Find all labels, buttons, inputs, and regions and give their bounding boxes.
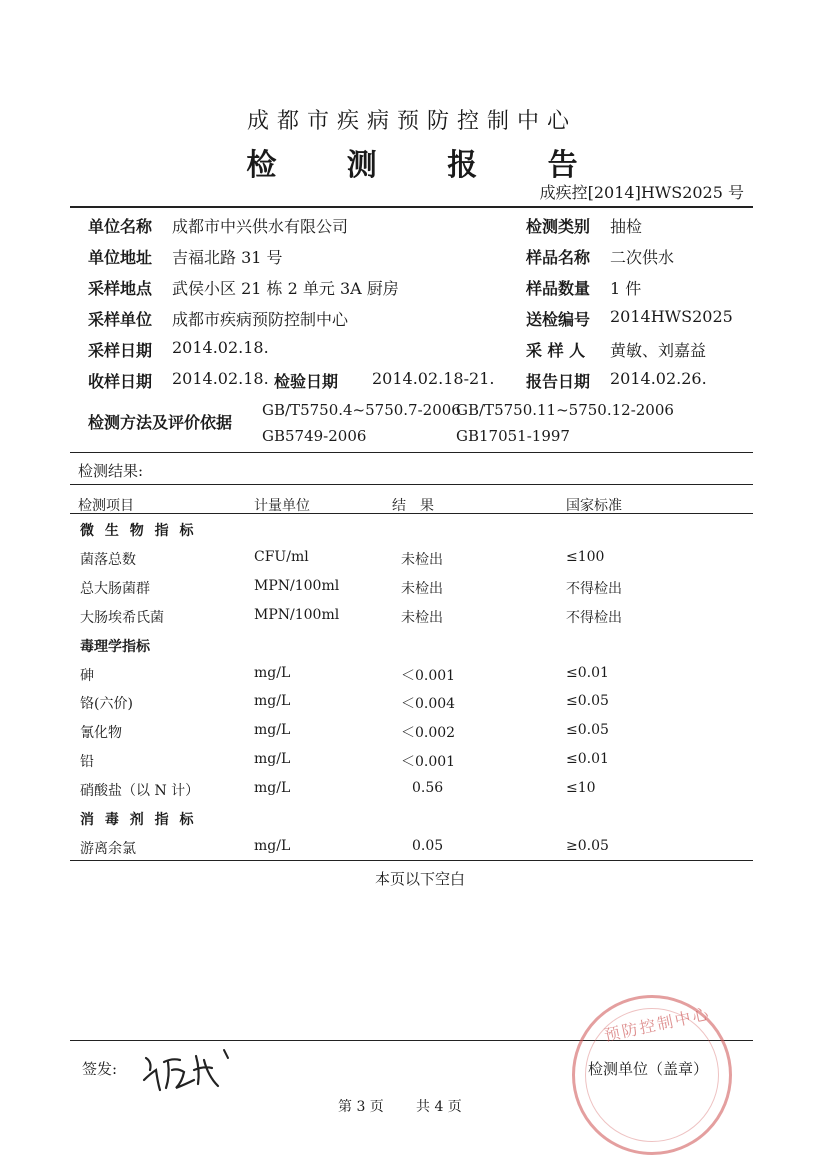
sampling-site-label: 采样地点 <box>88 279 153 298</box>
item-name: 总大肠菌群 <box>80 581 150 597</box>
sampling-date-label: 采样日期 <box>88 341 153 360</box>
unit-name-value: 成都市中兴供水有限公司 <box>172 217 349 236</box>
column-header-result: 结 果 <box>392 498 434 514</box>
report-title: 检 测 报 告 <box>246 148 608 183</box>
test-type-value: 抽检 <box>610 217 643 236</box>
item-unit: mg/L <box>254 838 291 854</box>
sampling-unit-label: 采样单位 <box>88 310 153 329</box>
item-name: 铅 <box>80 754 94 770</box>
submission-no-value: 2014HWS2025 <box>610 307 733 326</box>
item-standard: 不得检出 <box>566 581 622 597</box>
item-standard: ≤10 <box>566 780 596 796</box>
item-unit: mg/L <box>254 722 291 738</box>
report-date-label: 报告日期 <box>526 372 591 391</box>
sampling-unit-value: 成都市疾病预防控制中心 <box>172 310 349 329</box>
report-date-value: 2014.02.26. <box>610 369 707 388</box>
sample-qty-label: 样品数量 <box>526 279 591 298</box>
inspect-date-value: 2014.02.18-21. <box>372 369 495 388</box>
item-unit: CFU/ml <box>254 549 309 565</box>
item-name: 大肠埃希氏菌 <box>80 610 164 626</box>
signature <box>138 1040 238 1100</box>
sign-label: 签发: <box>82 1060 118 1078</box>
organization-name: 成都市疾病预防控制中心 <box>246 109 577 134</box>
item-result: 0.05 <box>412 838 444 854</box>
results-section-label: 检测结果: <box>78 462 144 480</box>
sampler-label: 采 样 人 <box>526 341 586 360</box>
item-result: 未检出 <box>401 581 443 597</box>
item-unit: MPN/100ml <box>254 607 340 623</box>
divider <box>70 484 753 485</box>
category-heading: 微 生 物 指 标 <box>80 523 197 539</box>
sample-name-value: 二次供水 <box>610 248 675 267</box>
item-name: 游离余氯 <box>80 841 136 857</box>
item-unit: mg/L <box>254 665 291 681</box>
test-type-label: 检测类别 <box>526 217 591 236</box>
item-unit: mg/L <box>254 780 291 796</box>
sampler-value: 黄敏、刘嘉益 <box>610 341 707 360</box>
page-total: 共 4 页 <box>416 1099 462 1115</box>
inspect-date-label: 检验日期 <box>274 372 339 391</box>
category-heading: 毒理学指标 <box>80 639 150 655</box>
receive-date-label: 收样日期 <box>88 372 153 391</box>
item-result: 0.56 <box>412 780 444 796</box>
item-result: ＜0.004 <box>401 696 456 712</box>
submission-no-label: 送检编号 <box>526 310 591 329</box>
item-name: 铬(六价) <box>80 696 133 712</box>
item-result: ＜0.001 <box>401 754 456 770</box>
item-standard: ≤100 <box>566 549 605 565</box>
method-standard: GB17051-1997 <box>456 427 570 445</box>
blank-note: 本页以下空白 <box>374 870 465 888</box>
item-standard: ≤0.01 <box>566 751 609 767</box>
seal-text: 预防控制中心 <box>602 1003 713 1045</box>
divider <box>70 513 753 514</box>
method-label: 检测方法及评价依据 <box>88 413 233 432</box>
report-number: 成疾控[2014]HWS2025 号 <box>539 183 744 202</box>
address-label: 单位地址 <box>88 248 153 267</box>
item-name: 氰化物 <box>80 725 122 741</box>
item-name: 硝酸盐（以 N 计） <box>80 783 200 799</box>
item-standard: ≤0.01 <box>566 665 609 681</box>
item-standard: ≥0.05 <box>566 838 609 854</box>
sample-name-label: 样品名称 <box>526 248 591 267</box>
item-name: 砷 <box>80 668 94 684</box>
item-unit: MPN/100ml <box>254 578 340 594</box>
sampling-date-value: 2014.02.18. <box>172 338 269 357</box>
category-heading: 消 毒 剂 指 标 <box>80 812 197 828</box>
stamp-label: 检测单位（盖章） <box>588 1060 709 1078</box>
method-standard: GB5749-2006 <box>262 427 367 445</box>
item-result: 未检出 <box>401 610 443 626</box>
column-header-item: 检测项目 <box>78 498 134 514</box>
item-name: 菌落总数 <box>80 552 136 568</box>
sampling-site-value: 武侯小区 21 栋 2 单元 3A 厨房 <box>172 279 399 298</box>
method-standard: GB/T5750.11~5750.12-2006 <box>456 401 674 419</box>
divider <box>70 452 753 453</box>
item-result: ＜0.002 <box>401 725 456 741</box>
header-divider <box>70 206 753 208</box>
divider <box>70 860 753 861</box>
item-standard: ≤0.05 <box>566 693 609 709</box>
item-unit: mg/L <box>254 693 291 709</box>
item-standard: 不得检出 <box>566 610 622 626</box>
receive-date-value: 2014.02.18. <box>172 369 269 388</box>
address-value: 吉福北路 31 号 <box>172 248 283 267</box>
column-header-standard: 国家标准 <box>566 498 622 514</box>
sample-qty-value: 1 件 <box>610 279 642 298</box>
item-standard: ≤0.05 <box>566 722 609 738</box>
item-result: 未检出 <box>401 552 443 568</box>
item-result: ＜0.001 <box>401 668 456 684</box>
item-unit: mg/L <box>254 751 291 767</box>
unit-name-label: 单位名称 <box>88 217 153 236</box>
page-current: 第 3 页 <box>338 1099 384 1115</box>
column-header-unit: 计量单位 <box>254 498 310 514</box>
method-standard: GB/T5750.4~5750.7-2006 <box>262 401 461 419</box>
